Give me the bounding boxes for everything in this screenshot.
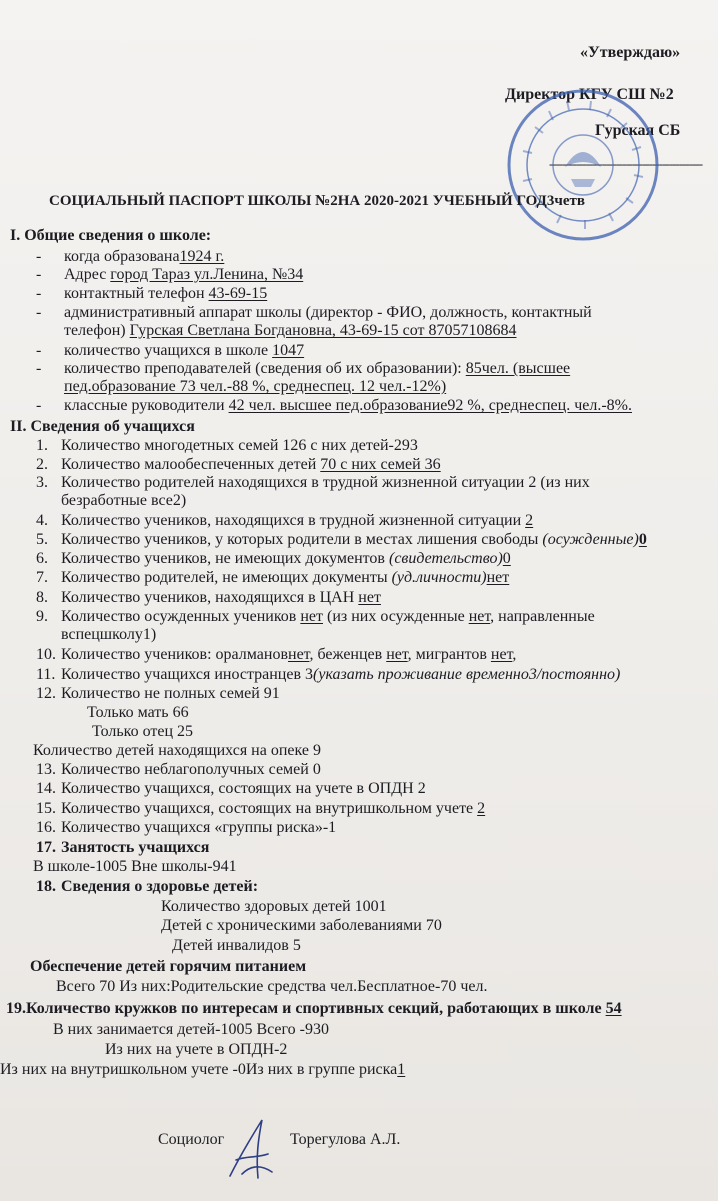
admin-value: Гурская Светлана Богдановна, 43-69-15 сот 87057108684 [129, 322, 517, 339]
employment: В школе-1005 Вне школы-941 [33, 858, 237, 875]
list-item-2: 2. Количество малообеспеченных детей 70 с них семей 36 [36, 456, 441, 473]
meals-heading: Обеспечение детей горячим питанием [30, 958, 307, 975]
list-item-17: 17. Занятость учащихся [36, 839, 210, 856]
list-item-10: 10. Количество учеников: оралмановнет, беженцев нет, мигрантов нет, [36, 646, 517, 663]
teachers-label: количество преподавателей (сведения об их образовании): [64, 360, 466, 377]
approval-label: «Утверждаю» [580, 44, 681, 61]
only-mother: Только мать 66 [87, 704, 189, 721]
list-item-9-continued: вспецшколу1) [61, 626, 157, 643]
teachers-row: - количество преподавателей (сведения об их образовании): 85чел. (высшее [36, 360, 571, 377]
phone-label: контактный телефон [64, 285, 209, 302]
address-label: Адрес [64, 266, 111, 283]
teachers-education: пед.образование 73 чел.-88 %, среднеспец. 12 чел.-12%) [64, 378, 447, 395]
school-stamp-icon [505, 87, 661, 243]
list-item-12: 12. Количество не полных семей 91 [36, 685, 280, 702]
handwritten-signature-icon [222, 1116, 280, 1186]
class-teachers-value: 42 чел. высшее пед.образование92 %, среднеспец. чел.-8%. [228, 397, 632, 414]
clubs-risk: Из них на внутришкольном учете -0Из них в группе риска1 [0, 1061, 406, 1078]
meals: Всего 70 Из них:Родительские средства чел.Бесплатное-70 чел. [56, 978, 488, 995]
list-item-6: 6. Количество учеников, не имеющих документов (свидетельство)0 [36, 550, 511, 567]
admin-row-2 [64, 322, 516, 340]
list-item-16: 16. Количество учащихся «группы риска»-1 [36, 819, 337, 836]
students-value: 1047 [272, 342, 305, 359]
list-item-8: 8. Количество учеников, находящихся в ЦАН нет [36, 589, 381, 606]
founded-row: - когда образована1924 г. [36, 248, 225, 265]
clubs-participants: В них занимается детей-1005 Всего -930 [53, 1021, 329, 1038]
class-teachers-row: - классные руководители 42 чел. высшее пед.образование92 %, среднеспец. чел.-8%. [36, 397, 632, 414]
class-teachers-label: классные руководители [64, 397, 229, 414]
signature-line: ---------------------------------------------- [549, 156, 703, 171]
founded-label: когда образована [64, 248, 180, 265]
health-disabled: Детей инвалидов 5 [172, 937, 301, 954]
list-item-7: 7. Количество родителей, не имеющих документы (уд.личности)нет [36, 569, 510, 586]
students-row: - количество учащихся в школе 1047 [36, 342, 305, 359]
founded-value: 1924 г. [179, 248, 225, 265]
teachers-value: 85чел. (высшее [465, 360, 571, 377]
health-chronic: Детей с хроническими заболеваниями 70 [161, 917, 442, 934]
phone-row: - контактный телефон 43-69-15 [36, 285, 268, 302]
list-item-3: 3. Количество родителей находящихся в трудной жизненной ситуации 2 (из них [36, 474, 590, 491]
health-healthy: Количество здоровых детей 1001 [161, 898, 387, 915]
director-title: Директор КГУ СШ №2 [505, 86, 674, 103]
sociologist-name: Торегулова А.Л. [290, 1131, 401, 1148]
list-item-18: 18. Сведения о здоровье детей: [36, 878, 259, 895]
director-name: Гурская СБ [595, 122, 681, 139]
list-item-1: 1. Количество многодетных семей 126 с них детей-293 [36, 437, 418, 454]
list-item-3-continued: безработные все2) [61, 492, 187, 509]
admin-row: - административный аппарат школы (директор - ФИО, должность, контактный [36, 304, 592, 321]
sociologist-role: Социолог [158, 1131, 225, 1148]
admin-phone-label: телефон) [64, 322, 130, 339]
list-item-9: 9. Количество осужденных учеников нет (из них осужденные нет, направленные [36, 608, 595, 625]
list-item-19: 19.Количество кружков по интересам и спортивных секций, работающих в школе 54 [6, 1000, 622, 1017]
document-title: СОЦИАЛЬНЫЙ ПАСПОРТ ШКОЛЫ №2НА 2020-2021 УЧЕБНЫЙ ГОД3четв [49, 193, 585, 209]
only-father: Только отец 25 [92, 723, 194, 740]
list-item-15: 15. Количество учащихся, состоящих на внутришкольном учете 2 [36, 800, 486, 817]
list-item-13: 13. Количество неблагополучных семей 0 [36, 761, 321, 778]
guardianship: Количество детей находящихся на опеке 9 [33, 742, 321, 759]
address-value: город Тараз ул.Ленина, №34 [110, 266, 304, 283]
list-item-4: 4. Количество учеников, находящихся в трудной жизненной ситуации 2 [36, 512, 534, 529]
section-2-heading: II. Сведения об учащихся [10, 418, 195, 435]
clubs-opdn: Из них на учете в ОПДН-2 [105, 1041, 288, 1058]
section-1-heading: I. Общие сведения о школе: [10, 227, 212, 244]
list-item-5: 5. Количество учеников, у которых родители в местах лишения свободы (осужденные)0 [36, 531, 647, 548]
admin-label: административный аппарат школы (директор - ФИО, должность, контактный [64, 304, 592, 321]
students-label: количество учащихся в школе [64, 342, 273, 359]
address-row: - Адрес город Тараз ул.Ленина, №34 [36, 266, 304, 283]
phone-value: 43-69-15 [208, 285, 268, 302]
list-item-11: 11. Количество учащихся иностранцев 3(указать проживание временно3/постоянно) [36, 666, 621, 683]
list-item-14: 14. Количество учащихся, состоящих на учете в ОПДН 2 [36, 780, 426, 797]
